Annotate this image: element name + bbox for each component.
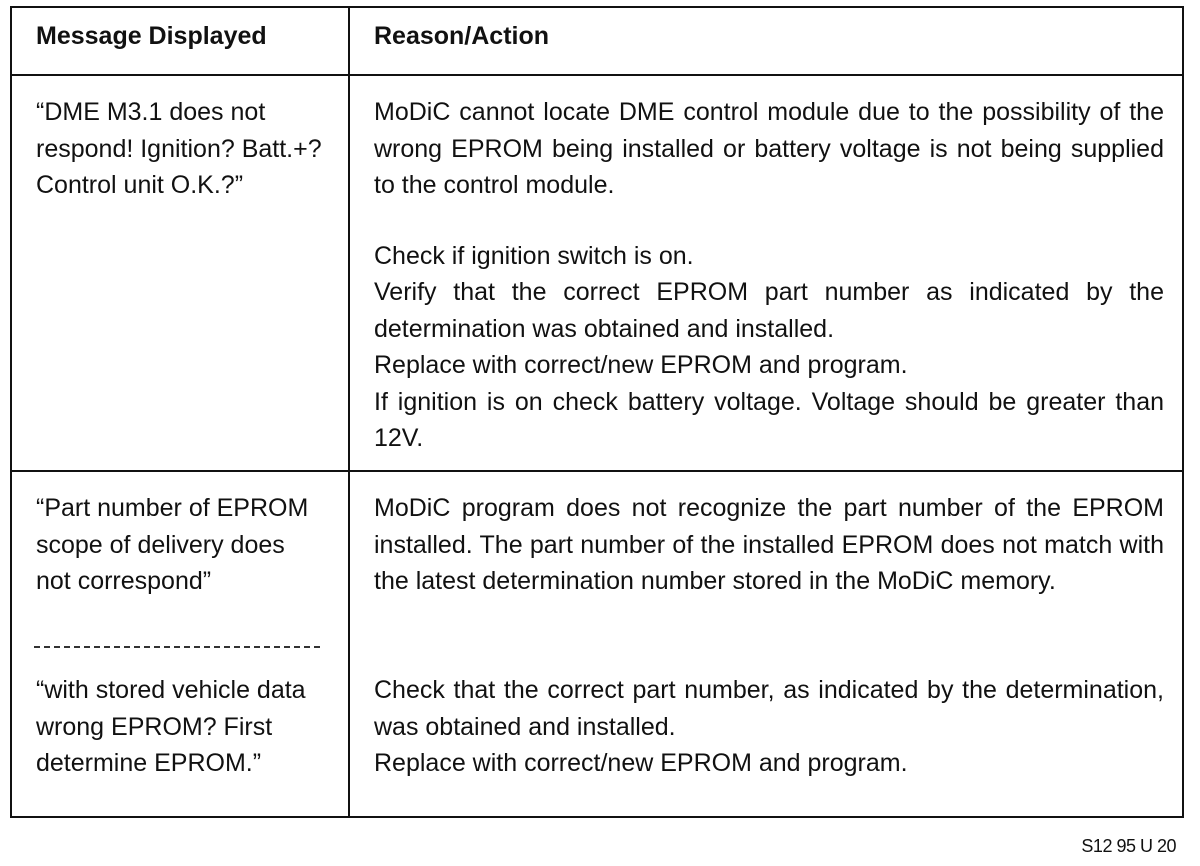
row1-action-2: Verify that the correct EPROM part number as indicated by the determination was obtained and installed. (374, 278, 1164, 343)
row1-action-3: Replace with correct/new EPROM and program. (374, 351, 908, 379)
row1-message: “DME M3.1 does not respond! Ignition? Batt.+? Control unit O.K.?” (36, 98, 322, 199)
row1-reason-text: MoDiC cannot locate DME control module due to the possibility of the wrong EPROM being installed or battery voltage is not being supplied to the control module. (374, 98, 1164, 199)
header-divider (12, 74, 1182, 76)
row1-reason (374, 94, 1164, 457)
row-divider (12, 470, 1182, 472)
column-divider (348, 8, 350, 816)
row2-message: “Part number of EPROM scope of delivery does not correspond” (36, 494, 309, 595)
row1-action-4: If ignition is on check battery voltage. Voltage should be greater than 12V. (374, 387, 1164, 452)
row2-action-1: Check that the correct part number, as indicated by the determination, was obtained and installed. (374, 676, 1164, 741)
row1-action-1: Check if ignition switch is on. (374, 241, 694, 270)
header-reason-action: Reason/Action (374, 22, 550, 50)
message-table (10, 6, 1184, 818)
row2-message-continued: “with stored vehicle data wrong EPROM? First determine EPROM.” (36, 676, 306, 777)
row2-action-2: Replace with correct/new EPROM and program. (374, 749, 908, 777)
header-message-displayed: Message Displayed (36, 22, 267, 50)
reference-code: S12 95 U 20 (1081, 836, 1176, 856)
row2-action (374, 672, 1164, 782)
row2-reason: MoDiC program does not recognize the part number of the EPROM installed. The part number of the installed EPROM does not match with the latest determination number stored in the MoDiC memory. (374, 494, 1164, 595)
message-separator (34, 646, 320, 648)
